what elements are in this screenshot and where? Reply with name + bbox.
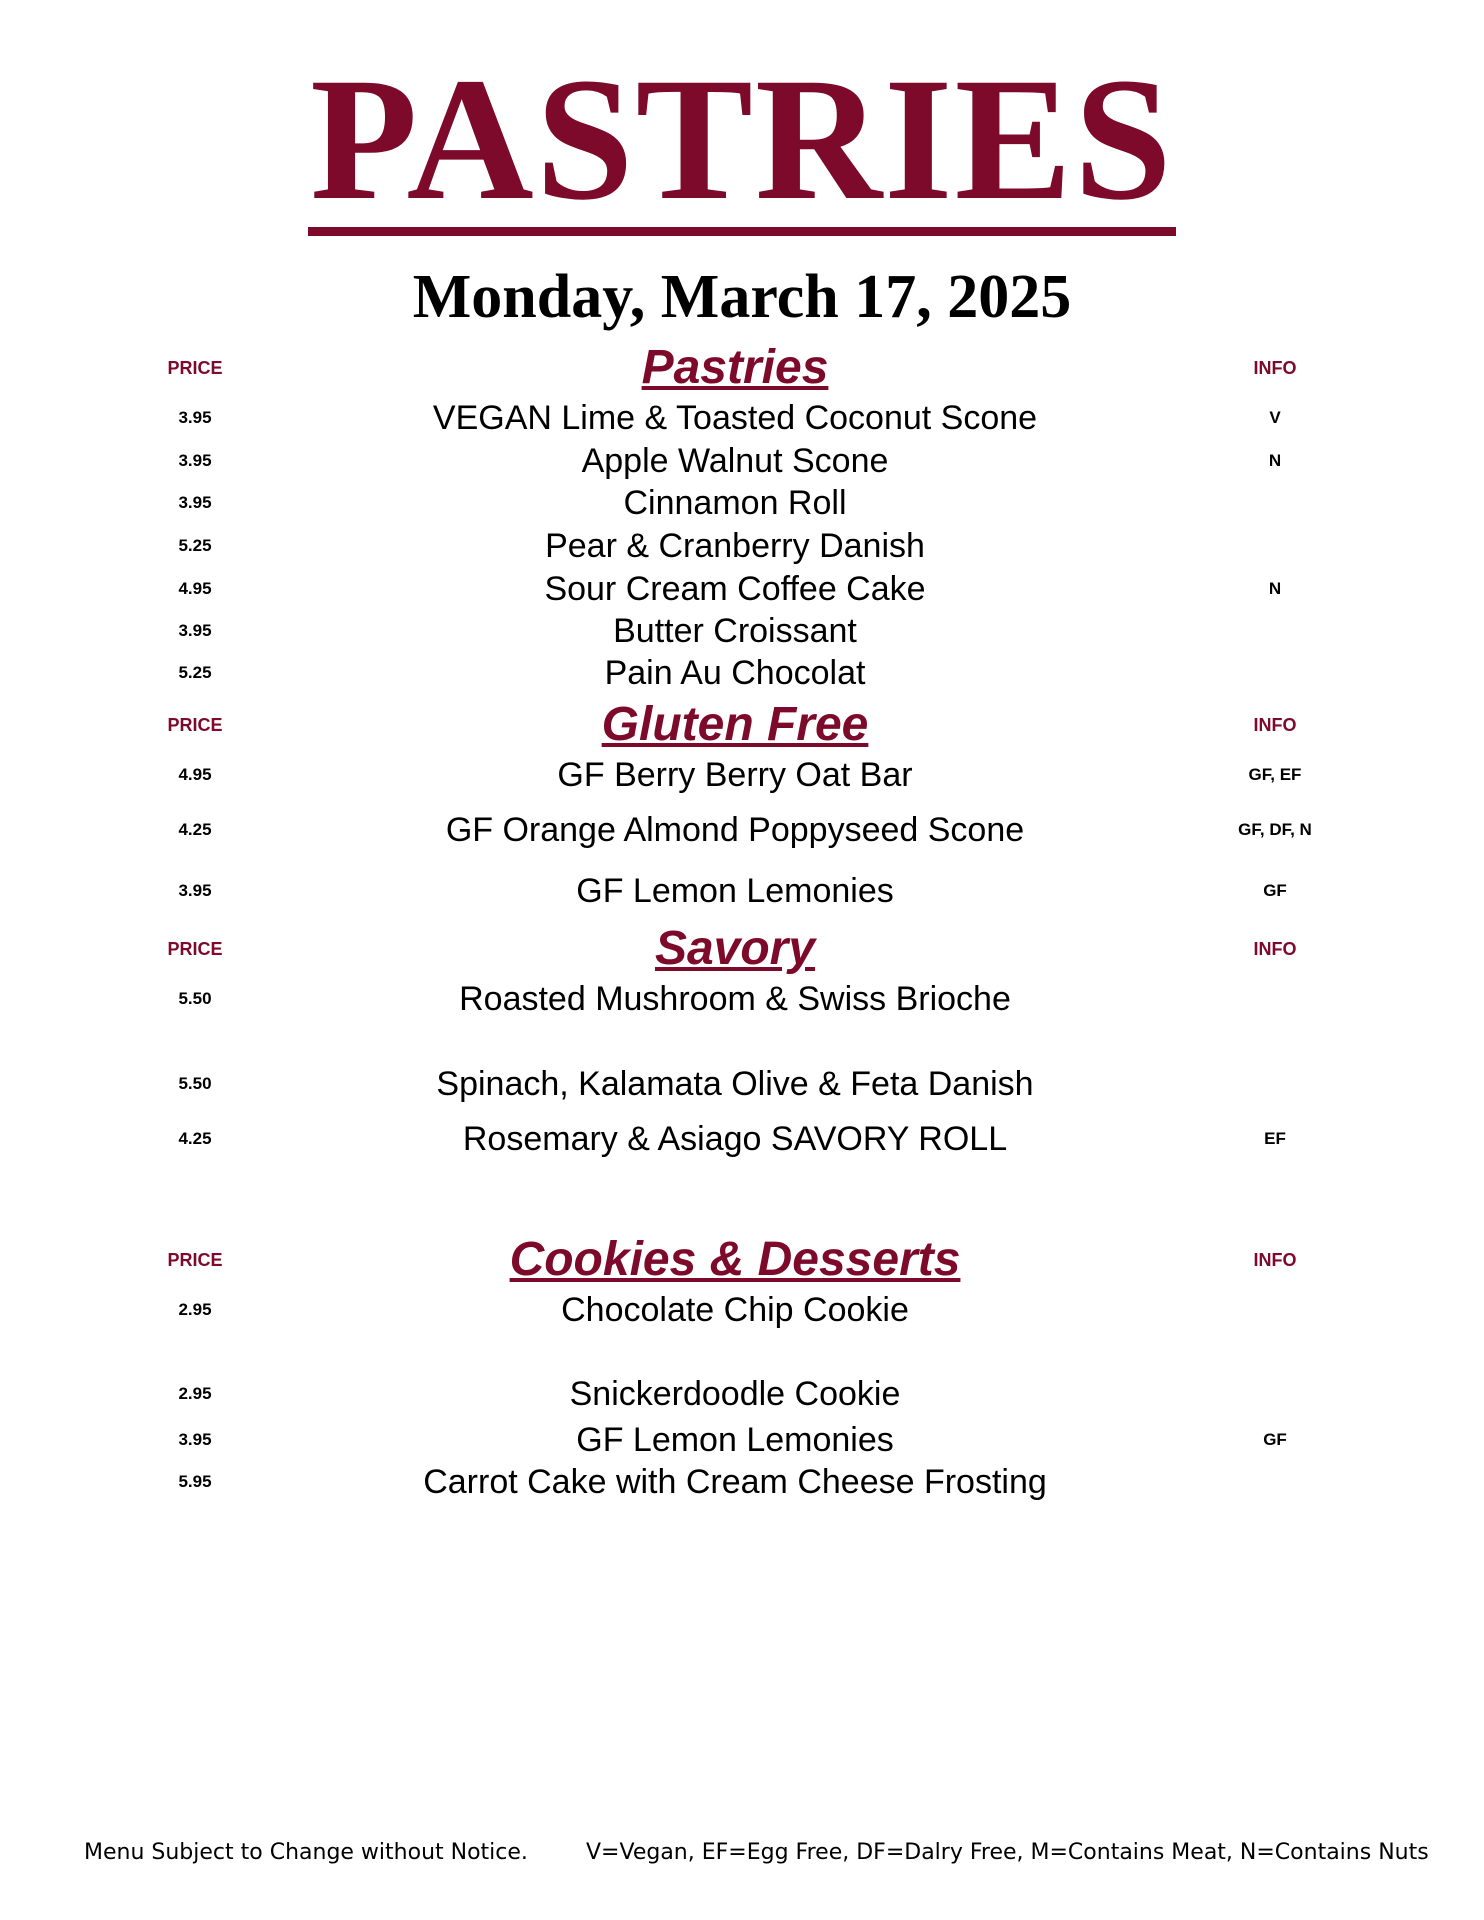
menu-item	[0, 1288, 1484, 1332]
item-info: GF, DF, N	[1238, 820, 1312, 839]
menu-title-wrap	[0, 42, 1484, 237]
item-name: Rosemary & Asiago SAVORY ROLL	[462, 1120, 1008, 1158]
info-column-label: INFO	[1253, 939, 1297, 959]
menu-item	[0, 396, 1484, 440]
menu-item	[0, 753, 1484, 797]
menu-item	[0, 869, 1484, 913]
section-header-cookies-desserts	[0, 1232, 1484, 1288]
item-info: GF	[1263, 881, 1287, 900]
item-name: GF Lemon Lemonies	[576, 1421, 894, 1459]
item-name: VEGAN Lime & Toasted Coconut Scone	[432, 399, 1038, 437]
item-name: Butter Croissant	[613, 612, 857, 650]
price-column-label: PRICE	[167, 1250, 223, 1270]
item-price: 3.95	[178, 493, 212, 512]
footer-legend: V=Vegan, EF=Egg Free, DF=Dalry Free, M=Contains Meat, N=Contains Nuts	[586, 1840, 1429, 1865]
item-name: Sour Cream Coffee Cake	[544, 570, 926, 608]
item-price: 5.50	[178, 1074, 212, 1093]
menu-item	[0, 1117, 1484, 1161]
menu-item	[0, 1372, 1484, 1416]
menu-item	[0, 609, 1484, 653]
item-name: Carrot Cake with Cream Cheese Frosting	[423, 1463, 1047, 1501]
item-info: N	[1268, 579, 1282, 598]
item-price: 3.95	[178, 451, 212, 470]
item-price: 2.95	[178, 1300, 212, 1319]
section-header-gluten-free	[0, 697, 1484, 753]
menu-item	[0, 1062, 1484, 1106]
item-info: N	[1268, 451, 1282, 470]
menu-item	[0, 439, 1484, 483]
section-title: Savory	[654, 922, 816, 975]
item-name: GF Orange Almond Poppyseed Scone	[445, 811, 1025, 849]
menu-item	[0, 481, 1484, 525]
section-title: Cookies & Desserts	[509, 1233, 961, 1286]
item-price: 5.95	[178, 1472, 212, 1491]
price-column-label: PRICE	[167, 715, 223, 735]
item-price: 3.95	[178, 408, 212, 427]
section-title: Gluten Free	[601, 698, 869, 751]
item-info: EF	[1264, 1129, 1286, 1148]
menu-item	[0, 567, 1484, 611]
item-price: 4.95	[178, 765, 212, 784]
info-column-label: INFO	[1253, 1250, 1297, 1270]
item-price: 3.95	[178, 1430, 212, 1449]
item-price: 4.95	[178, 579, 212, 598]
item-name: Cinnamon Roll	[623, 484, 847, 522]
item-price: 5.50	[178, 989, 212, 1008]
item-price: 2.95	[178, 1384, 212, 1403]
item-info: V	[1269, 408, 1281, 427]
item-info: GF	[1263, 1430, 1287, 1449]
item-price: 3.95	[178, 881, 212, 900]
info-column-label: INFO	[1253, 358, 1297, 378]
menu-item	[0, 808, 1484, 852]
info-column-label: INFO	[1253, 715, 1297, 735]
item-name: Snickerdoodle Cookie	[569, 1375, 901, 1413]
item-name: Chocolate Chip Cookie	[561, 1291, 909, 1329]
item-price: 5.25	[178, 536, 212, 555]
item-price: 4.25	[178, 820, 212, 839]
menu-item	[0, 977, 1484, 1021]
section-header-savory	[0, 921, 1484, 977]
item-name: Spinach, Kalamata Olive & Feta Danish	[436, 1065, 1034, 1103]
menu-title: PASTRIES	[310, 42, 1174, 237]
menu-item	[0, 1418, 1484, 1462]
item-info: GF, EF	[1248, 765, 1302, 784]
price-column-label: PRICE	[167, 358, 223, 378]
menu-item	[0, 1460, 1484, 1504]
item-name: Apple Walnut Scone	[581, 442, 889, 480]
item-name: Pear & Cranberry Danish	[545, 527, 925, 565]
section-header-pastries	[0, 340, 1484, 396]
item-name: GF Berry Berry Oat Bar	[557, 756, 913, 794]
item-price: 4.25	[178, 1129, 212, 1148]
item-price: 3.95	[178, 621, 212, 640]
item-name: GF Lemon Lemonies	[576, 872, 894, 910]
item-name: Pain Au Chocolat	[604, 654, 866, 692]
item-name: Roasted Mushroom & Swiss Brioche	[459, 980, 1011, 1018]
price-column-label: PRICE	[167, 939, 223, 959]
footer-notice: Menu Subject to Change without Notice.	[84, 1840, 528, 1865]
menu-item	[0, 524, 1484, 568]
menu-item	[0, 651, 1484, 695]
menu-date: Monday, March 17, 2025	[412, 263, 1072, 331]
section-title: Pastries	[641, 341, 829, 394]
item-price: 5.25	[178, 663, 212, 682]
